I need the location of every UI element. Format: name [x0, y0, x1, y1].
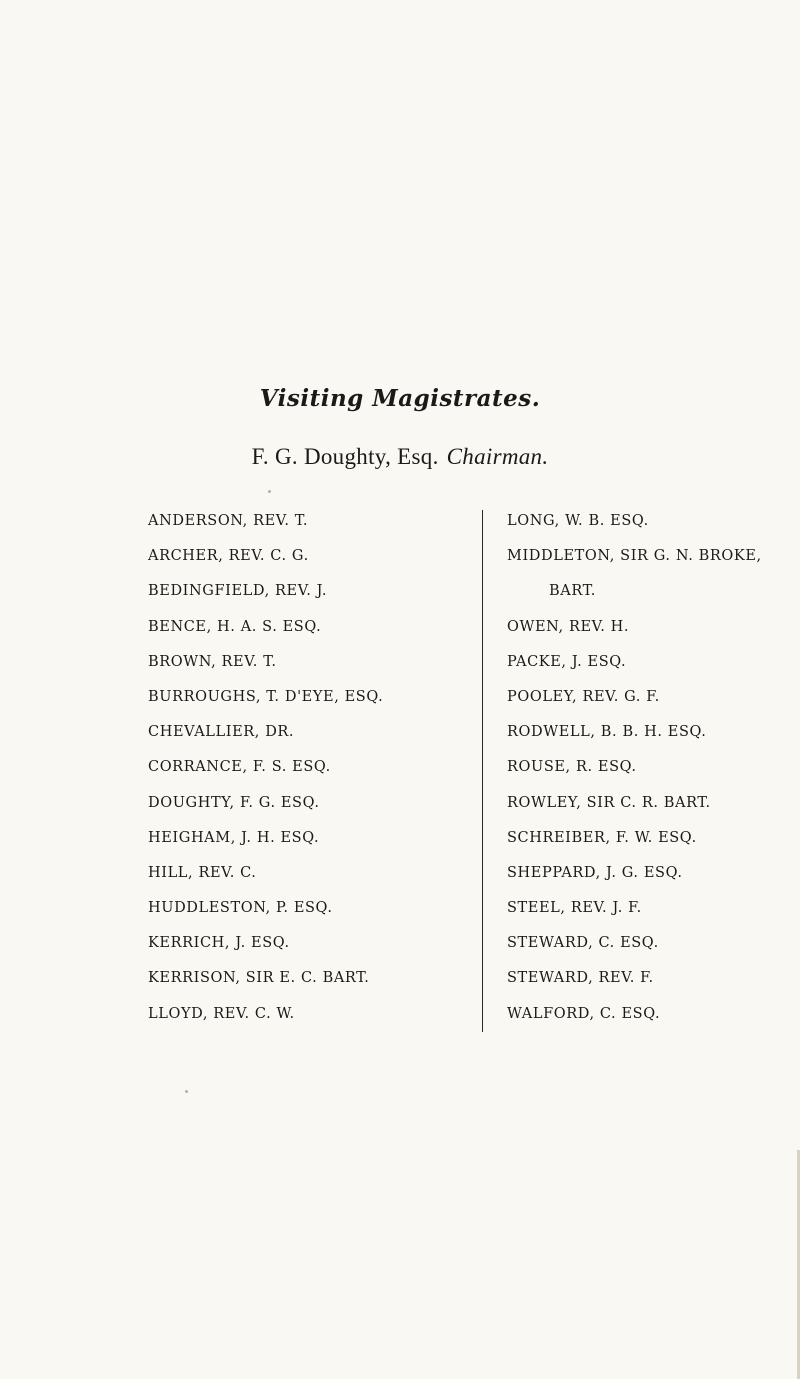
magistrate-entry: LLOYD, REV. C. W.	[148, 1005, 295, 1022]
magistrate-entry: MIDDLETON, SIR G. N. BROKE,	[507, 548, 762, 565]
chairman-line	[0, 444, 800, 470]
magistrate-entry: HEIGHAM, J. H. ESQ.	[148, 829, 320, 846]
magistrate-entry: RODWELL, B. B. H. ESQ.	[507, 724, 707, 741]
column-divider	[482, 510, 483, 1032]
magistrate-entry: CORRANCE, F. S. ESQ.	[148, 759, 331, 776]
magistrate-entry: ANDERSON, REV. T.	[148, 513, 309, 529]
magistrate-entry-continuation: BART.	[549, 583, 596, 600]
magistrate-entry: BENCE, H. A. S. ESQ.	[148, 618, 322, 635]
magistrate-entry: OWEN, REV. H.	[507, 618, 630, 635]
magistrate-entry: LONG, W. B. ESQ.	[507, 513, 649, 529]
page-title: Visiting Magistrates.	[259, 385, 541, 412]
magistrates-right-column	[507, 512, 762, 1040]
magistrate-entry: PACKE, J. ESQ.	[507, 653, 627, 670]
magistrates-left-column	[148, 512, 383, 1040]
magistrate-entry: BURROUGHS, T. D'EYE, ESQ.	[148, 688, 384, 705]
magistrate-entry: STEWARD, C. ESQ.	[507, 935, 659, 952]
magistrate-entry: KERRICH, J. ESQ.	[148, 935, 290, 952]
magistrate-entry: POOLEY, REV. G. F.	[507, 688, 660, 705]
magistrate-entry: ROUSE, R. ESQ.	[507, 759, 637, 776]
magistrate-entry: SCHREIBER, F. W. ESQ.	[507, 829, 697, 846]
magistrate-entry: BEDINGFIELD, REV. J.	[148, 583, 328, 600]
magistrate-entry: HILL, REV. C.	[148, 864, 257, 881]
magistrate-entry: BROWN, REV. T.	[148, 653, 277, 670]
magistrate-entry: CHEVALLIER, DR.	[148, 724, 295, 741]
magistrate-entry: SHEPPARD, J. G. ESQ.	[507, 864, 683, 881]
magistrate-entry: KERRISON, SIR E. C. BART.	[148, 970, 370, 987]
chairman-role: Chairman.	[446, 444, 549, 469]
magistrate-entry: DOUGHTY, F. G. ESQ.	[148, 794, 320, 811]
magistrate-entry: STEEL, REV. J. F.	[507, 900, 642, 917]
magistrate-entry: ARCHER, REV. C. G.	[148, 548, 309, 565]
magistrate-entry: STEWARD, REV. F.	[507, 970, 654, 987]
chairman-name: F. G. Doughty, Esq.	[251, 444, 439, 469]
paper-speck	[268, 490, 271, 493]
magistrate-entry: HUDDLESTON, P. ESQ.	[148, 900, 333, 917]
magistrate-entry: ROWLEY, SIR C. R. BART.	[507, 794, 711, 811]
magistrate-entry: WALFORD, C. ESQ.	[507, 1005, 661, 1022]
paper-speck	[185, 1090, 188, 1093]
